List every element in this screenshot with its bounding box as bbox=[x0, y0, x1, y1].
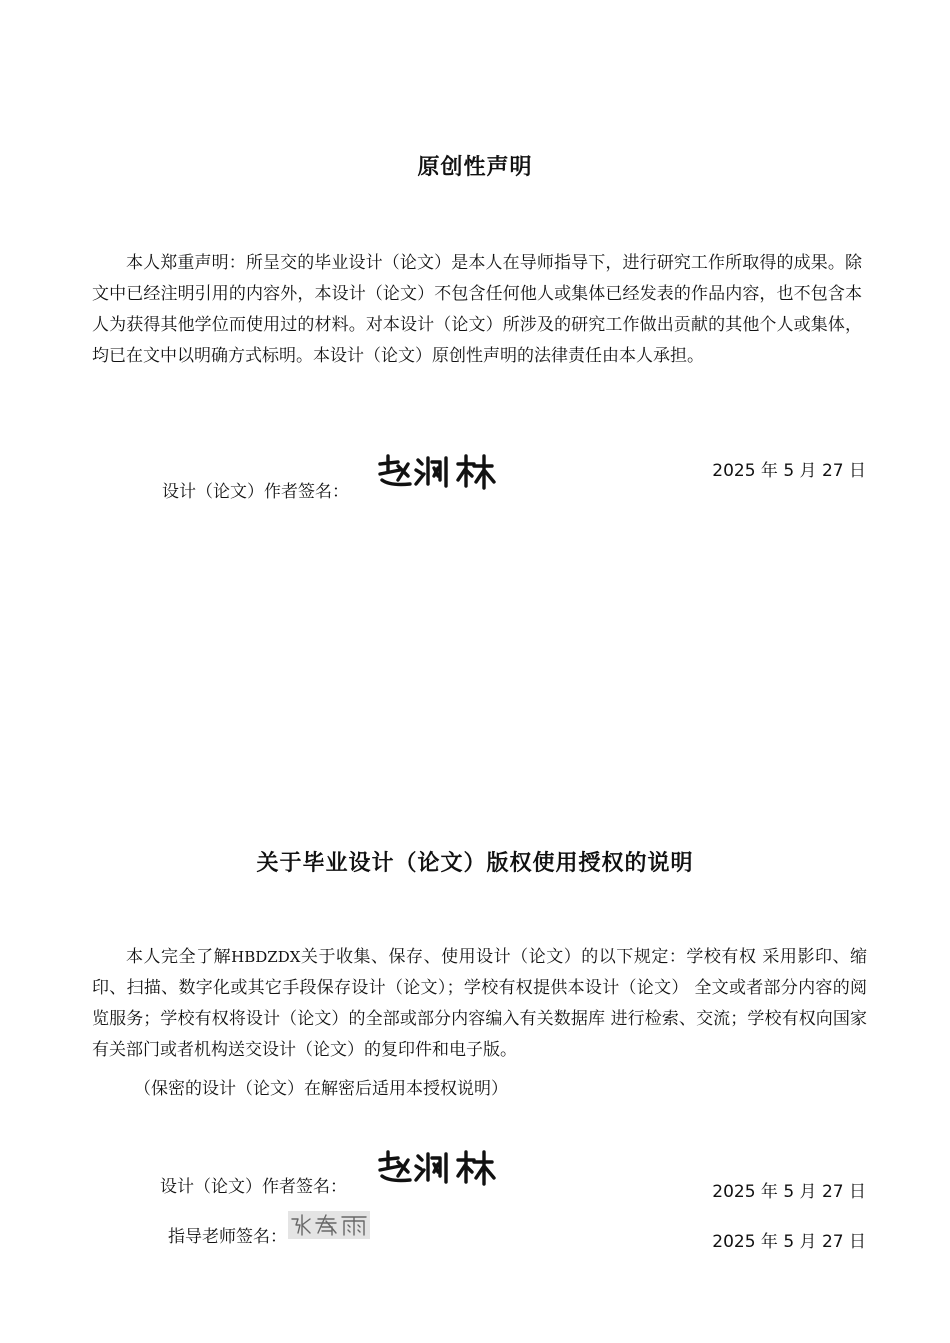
copyright-text-prefix: 本人完全了解 bbox=[126, 947, 232, 967]
copyright-text-rest: 关于收集、保存、使用设计（论文）的以下规定：学校有权 采用影印、缩印、扫描、数字化或其它手段保存设计（论文）；学校有权提供本设计（论文） 全文或者部分内容的阅览服务；学校有权将设计（论文）的全部或部分内容编入有关数据库 进行检索、交流；学校有权向国家有关部门或者机构送交设计（论文）的复印件和电子版。 bbox=[92, 947, 868, 1060]
advisor-date: 2025 年 5 月 27 日 bbox=[712, 1232, 866, 1252]
declaration-body bbox=[92, 248, 862, 372]
copyright-body bbox=[92, 942, 867, 1066]
school-abbr: HBDZDX bbox=[231, 948, 301, 966]
advisor-label: 指导老师签名： bbox=[168, 1227, 287, 1247]
copyright-author-date: 2025 年 5 月 27 日 bbox=[712, 1182, 866, 1202]
advisor-signature bbox=[288, 1211, 370, 1239]
declaration-date: 2025 年 5 月 27 日 bbox=[712, 461, 866, 481]
declaration-author-label: 设计（论文）作者签名： bbox=[162, 482, 349, 502]
declaration-title: 原创性声明 bbox=[417, 155, 533, 180]
copyright-title: 关于毕业设计（论文）版权使用授权的说明 bbox=[256, 851, 694, 876]
declaration-author-signature bbox=[374, 450, 498, 494]
copyright-author-signature bbox=[374, 1146, 498, 1190]
copyright-author-label: 设计（论文）作者签名： bbox=[160, 1177, 347, 1197]
declaration-text: 本人郑重声明：所呈交的毕业设计（论文）是本人在导师指导下，进行研究工作所取得的成果。除文中已经注明引用的内容外，本设计（论文）不包含任何他人或集体已经发表的作品内容，也不包含本人为获得其他学位而使用过的材料。对本设计（论文）所涉及的研究工作做出贡献的其他个人或集体，均已在文中以明确方式标明。本设计（论文）原创性声明的法律责任由本人承担。 bbox=[92, 253, 862, 366]
confidential-note: （保密的设计（论文）在解密后适用本授权说明） bbox=[134, 1079, 508, 1099]
